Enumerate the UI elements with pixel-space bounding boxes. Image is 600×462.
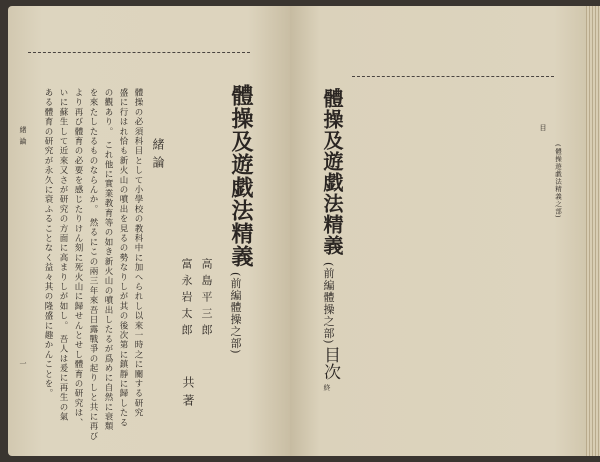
contents-subtitle: (前編體操之部) [322,262,335,345]
contents-heading: 目次 [320,346,340,380]
author-1: 高 島 平 三 郎 [200,258,213,336]
body-line-4: を來たしたるものならんか。 然るにこの兩三年來吾日露戰爭の起りしと共に再び [88,88,98,442]
left-page-number: 一 [19,360,27,368]
body-line-7: ある體育の研究が永久に衰ふることなく益々其の隆盛に趣かんことを。 [43,88,53,399]
body-line-3: の觀あり。 これ他に實業教育等の如き新火山の噴出したるが爲めに自然に衰頽 [103,88,113,432]
author-suffix: 共 著 [181,376,195,407]
right-margin-label: 目 [539,124,547,132]
book-subtitle: (前編體操之部) [229,272,242,355]
top-rule-right [352,76,554,77]
contents-title: 體操及遊戯法精義 [320,88,344,256]
body-line-5: より再び體育の必要を感じたりけん刻に死火山に歸せんとせし體育の研究は、 [73,88,83,428]
body-line-6: いに蘇生して近來又さが研究の方面に高まりしが如し。 吾人は爰に再生の氣 [58,88,68,422]
page-edges [586,6,600,456]
left-margin-label: 緒 論 [19,126,27,146]
body-line-1: 體操の必須科目として小學校の教科中に加へられし以來一時之に關する研究 [133,88,143,418]
body-line-2: 盛に行はれ恰も新火山の噴出を見るの勢なりしが其の後次第に鎮靜に歸したる [118,88,128,428]
section-heading: 緒 論 [151,138,165,169]
top-rule-left [28,52,250,53]
book-title: 體操及遊戯法精義 [228,84,254,268]
right-margin-note: (體操遊戯法精義之部) [554,144,562,219]
author-2: 富 永 岩 太 郎 [180,258,193,336]
contents-end-mark: 終 [323,384,331,392]
